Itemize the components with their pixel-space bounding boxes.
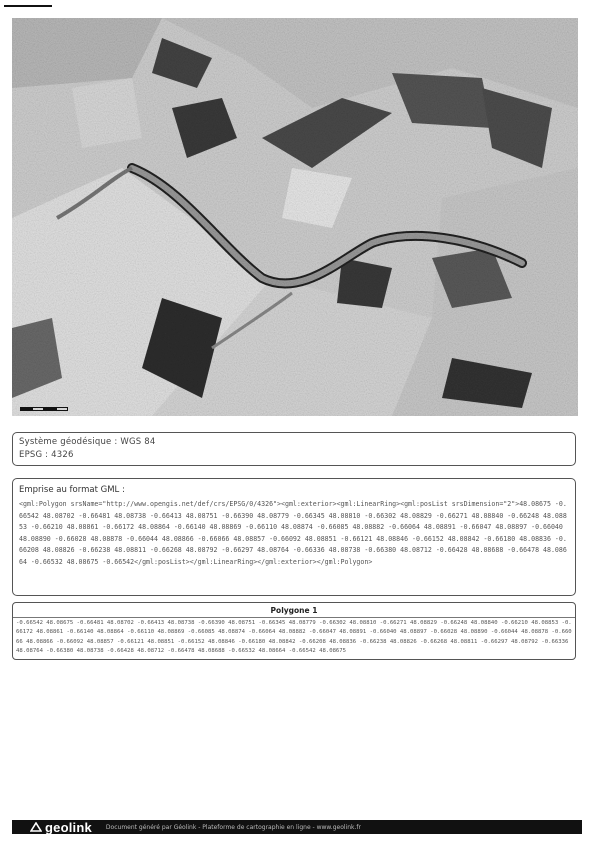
footer-text: Document généré par Géolink - Plateforme de cartographie en ligne - www.geolink.fr — [105, 823, 361, 831]
scale-bar-segment — [20, 407, 32, 411]
scale-bar-segment — [32, 407, 44, 411]
crs-panel — [12, 432, 576, 466]
footer-logo[interactable] — [30, 820, 92, 835]
aerial-map[interactable] — [12, 18, 578, 416]
gml-content: <gml:Polygon srsName="http://www.opengis.net/def/crs/EPSG/0/4326"><gml:exterior><gml:LinearRing><gml:posList srsDimension="2">48.08675 -0.66542 48.08702 -0.66481 48.08738 -0.66413 48.08751 -0.66390 48.08779 -0.66345 48.08810 -0.66302 48.08829 -0.66271 48.08840 -0.66248 48.08853 -0.66210 48.08861 -0.66172 48.08864 -0.66140 48.08869 -0.66110 48.08874 -0.66085 48.08882 -0.66064 48.08891 -0.66047 48.08897 -0.66040 48.08890 -0.66028 48.08878 -0.66044 48.08866 -0.66066 48.08857 -0.66092 48.08851 -0.66121 48.08846 -0.66152 48.08842 -0.66180 48.08836 -0.66208 48.08826 -0.66238 48.08811 -0.66268 48.08792 -0.66297 48.08764 -0.66336 48.08738 -0.66380 48.08712 -0.66428 48.08688 -0.66478 48.08664 -0.66532 48.08675 -0.66542</gml:posList></gml:LinearRing></gml:exterior></gml:Polygon> — [19, 500, 567, 566]
header-rule — [4, 5, 52, 7]
polygon-title: Polygone 1 — [270, 606, 318, 615]
gml-title: Emprise au format GML : — [19, 485, 125, 495]
footer-logo-text: geolink — [45, 819, 92, 835]
crs-system: Système géodésique : WGS 84 — [19, 437, 156, 447]
aerial-photo-icon — [12, 18, 578, 416]
scale-bar-segment — [44, 407, 56, 411]
footer-bar — [12, 820, 582, 834]
polygon-panel — [12, 602, 576, 660]
polygon-divider — [13, 617, 575, 618]
gml-panel — [12, 478, 576, 596]
geolink-logo-icon — [30, 822, 42, 832]
scale-bar — [20, 407, 68, 411]
scale-bar-segment — [56, 407, 68, 411]
crs-epsg: EPSG : 4326 — [19, 450, 74, 460]
polygon-coordinates: -0.66542 48.08675 -0.66481 48.08702 -0.66413 48.08738 -0.66390 48.08751 -0.66345 48.08779 -0.66302 48.08810 -0.66271 48.08829 -0.66248 48.08840 -0.66210 48.08853 -0.66172 48.08861 -0.66140 48.08864 -0.66110 48.08869 -0.66085 48.08874 -0.66064 48.08882 -0.66047 48.08891 -0.66040 48.08897 -0.66028 48.08890 -0.66044 48.08878 -0.66066 48.08866 -0.66092 48.08857 -0.66121 48.08851 -0.66152 48.08846 -0.66180 48.08842 -0.66208 48.08836 -0.66238 48.08826 -0.66268 48.08811 -0.66297 48.08792 -0.66336 48.08764 -0.66380 48.08738 -0.66428 48.08712 -0.66478 48.08688 -0.66532 48.08664 -0.66542 48.08675 — [16, 620, 572, 655]
